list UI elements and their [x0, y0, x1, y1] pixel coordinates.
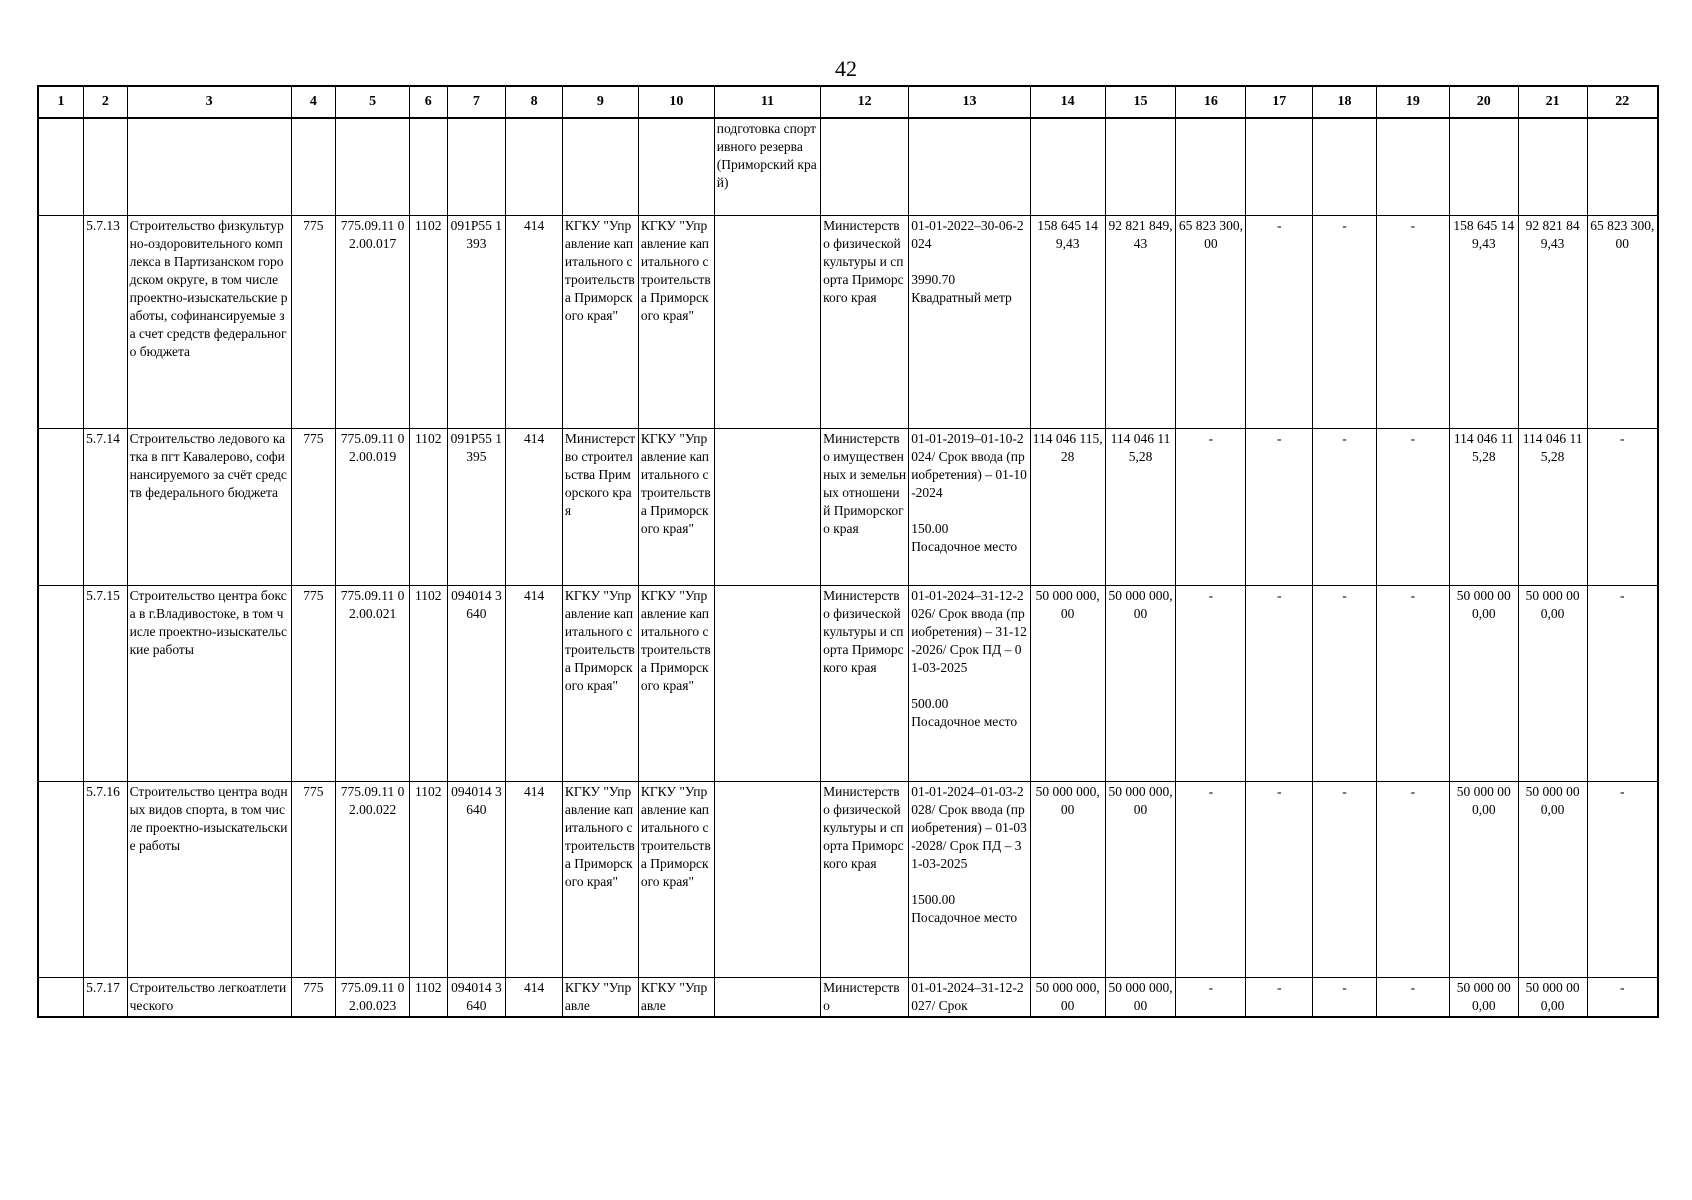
- table-cell-col10: КГКУ "Управление капитального строительства Приморского края": [638, 215, 714, 428]
- table-cell-col4: 775: [291, 585, 336, 781]
- table-cell-col10: КГКУ "Управление капитального строительства Приморского края": [638, 585, 714, 781]
- table-cell-col15: 50 000 000,00: [1105, 585, 1176, 781]
- table-cell-col22: -: [1587, 428, 1658, 585]
- table-cell-col8: 414: [506, 781, 563, 977]
- table-cell-col22: -: [1587, 781, 1658, 977]
- column-header-3: 3: [127, 86, 291, 118]
- table-cell-col11: [714, 585, 820, 781]
- column-header-18: 18: [1313, 86, 1377, 118]
- column-header-4: 4: [291, 86, 336, 118]
- column-header-6: 6: [410, 86, 447, 118]
- table-cell-col6: 1102: [410, 977, 447, 1017]
- table-cell-col2: 5.7.16: [84, 781, 128, 977]
- table-cell-col12: [821, 118, 909, 215]
- table-cell-col12: Министерство физической культуры и спорта Приморского края: [821, 215, 909, 428]
- table-cell-col12: Министерство физической культуры и спорта Приморского края: [821, 585, 909, 781]
- table-cell-col1: [38, 781, 84, 977]
- table-cell-col9: КГКУ "Управле: [562, 977, 638, 1017]
- table-cell-col6: 1102: [410, 215, 447, 428]
- table-cell-col15: 50 000 000,00: [1105, 977, 1176, 1017]
- table-cell-col2: 5.7.15: [84, 585, 128, 781]
- table-cell-col12: Министерство имущественных и земельных отношений Приморского края: [821, 428, 909, 585]
- table-cell-col17: -: [1246, 428, 1313, 585]
- table-cell-col12: Министерство: [821, 977, 909, 1017]
- table-cell-col17: -: [1246, 585, 1313, 781]
- table-cell-col11: [714, 977, 820, 1017]
- table-cell-col19: -: [1376, 585, 1449, 781]
- table-cell-col9: [562, 118, 638, 215]
- table-cell-col22: -: [1587, 977, 1658, 1017]
- table-cell-col17: [1246, 118, 1313, 215]
- table-cell-col8: 414: [506, 977, 563, 1017]
- page-number: 42: [835, 56, 857, 81]
- table-cell-col6: 1102: [410, 585, 447, 781]
- table-cell-col1: [38, 428, 84, 585]
- table-cell-col13: [909, 118, 1031, 215]
- table-cell-col11: [714, 781, 820, 977]
- table-cell-col7: 094014 3640: [447, 585, 506, 781]
- table-cell-col15: [1105, 118, 1176, 215]
- table-cell-col21: 50 000 000,00: [1518, 977, 1587, 1017]
- table-cell-col13: 01-01-2024–31-12-2027/ Срок: [909, 977, 1031, 1017]
- column-header-17: 17: [1246, 86, 1313, 118]
- table-cell-col12: Министерство физической культуры и спорта Приморского края: [821, 781, 909, 977]
- table-cell-col9: Министерство строительства Приморского края: [562, 428, 638, 585]
- table-row: [38, 585, 1658, 781]
- column-header-19: 19: [1376, 86, 1449, 118]
- column-header-14: 14: [1030, 86, 1105, 118]
- column-header-9: 9: [562, 86, 638, 118]
- table-cell-col13: 01-01-2019–01-10-2024/ Срок ввода (приобретения) – 01-10-2024 150.00 Посадочное место: [909, 428, 1031, 585]
- table-cell-col9: КГКУ "Управление капитального строительства Приморского края": [562, 585, 638, 781]
- column-header-12: 12: [821, 86, 909, 118]
- budget-table: [37, 85, 1659, 1018]
- table-cell-col1: [38, 215, 84, 428]
- table-cell-col16: 65 823 300,00: [1176, 215, 1246, 428]
- table-cell-col7: 091P55 1393: [447, 215, 506, 428]
- table-cell-col8: 414: [506, 428, 563, 585]
- table-cell-col5: 775.09.11 02.00.019: [336, 428, 410, 585]
- column-header-7: 7: [447, 86, 506, 118]
- table-cell-col20: 50 000 000,00: [1449, 585, 1518, 781]
- table-cell-col5: 775.09.11 02.00.021: [336, 585, 410, 781]
- table-cell-col19: [1376, 118, 1449, 215]
- table-cell-col3: Строительство ледового катка в пгт Кавалерово, софинансируемого за счёт средств федерального бюджета: [127, 428, 291, 585]
- table-cell-col1: [38, 118, 84, 215]
- table-cell-col16: -: [1176, 585, 1246, 781]
- table-cell-col2: 5.7.17: [84, 977, 128, 1017]
- table-cell-col10: КГКУ "Управление капитального строительства Приморского края": [638, 428, 714, 585]
- table-cell-col19: -: [1376, 977, 1449, 1017]
- table-cell-col4: [291, 118, 336, 215]
- table-cell-col13: 01-01-2022–30-06-2024 3990.70 Квадратный метр: [909, 215, 1031, 428]
- table-cell-col21: 92 821 849,43: [1518, 215, 1587, 428]
- table-body: [38, 118, 1658, 1017]
- table-cell-col18: -: [1313, 977, 1377, 1017]
- table-cell-col6: [410, 118, 447, 215]
- table-cell-col9: КГКУ "Управление капитального строительства Приморского края": [562, 215, 638, 428]
- table-cell-col16: -: [1176, 977, 1246, 1017]
- table-cell-col6: 1102: [410, 781, 447, 977]
- column-header-20: 20: [1449, 86, 1518, 118]
- table-cell-col20: 114 046 115,28: [1449, 428, 1518, 585]
- table-cell-col20: [1449, 118, 1518, 215]
- table-row: [38, 781, 1658, 977]
- column-header-8: 8: [506, 86, 563, 118]
- column-header-15: 15: [1105, 86, 1176, 118]
- table-cell-col7: [447, 118, 506, 215]
- table-cell-col1: [38, 585, 84, 781]
- column-header-22: 22: [1587, 86, 1658, 118]
- table-cell-col15: 114 046 115,28: [1105, 428, 1176, 585]
- table-cell-col16: [1176, 118, 1246, 215]
- table-cell-col13: 01-01-2024–31-12-2026/ Срок ввода (приобретения) – 31-12-2026/ Срок ПД – 01-03-2025 500.00 Посадочное место: [909, 585, 1031, 781]
- table-row: [38, 215, 1658, 428]
- table-cell-col14: 50 000 000,00: [1030, 585, 1105, 781]
- table-cell-col18: [1313, 118, 1377, 215]
- table-cell-col11: [714, 428, 820, 585]
- table-cell-col16: -: [1176, 428, 1246, 585]
- table-cell-col10: КГКУ "Управление капитального строительства Приморского края": [638, 781, 714, 977]
- table-cell-col17: -: [1246, 781, 1313, 977]
- table-cell-col9: КГКУ "Управление капитального строительства Приморского края": [562, 781, 638, 977]
- table-cell-col3: Строительство физкультурно-оздоровительного комплекса в Партизанском городском округе, в том числе проектно-изыскательские работы, софинансируемые за счет средств федерального бюджета: [127, 215, 291, 428]
- table-cell-col16: -: [1176, 781, 1246, 977]
- table-cell-col4: 775: [291, 781, 336, 977]
- column-header-13: 13: [909, 86, 1031, 118]
- table-cell-col18: -: [1313, 428, 1377, 585]
- table-row: [38, 428, 1658, 585]
- table-cell-col5: 775.09.11 02.00.023: [336, 977, 410, 1017]
- table-cell-col21: 50 000 000,00: [1518, 781, 1587, 977]
- table-cell-col21: 114 046 115,28: [1518, 428, 1587, 585]
- table-cell-col17: -: [1246, 215, 1313, 428]
- table-cell-col7: 094014 3640: [447, 977, 506, 1017]
- column-header-5: 5: [336, 86, 410, 118]
- table-cell-col21: [1518, 118, 1587, 215]
- table-cell-col17: -: [1246, 977, 1313, 1017]
- column-header-21: 21: [1518, 86, 1587, 118]
- table-cell-col22: -: [1587, 585, 1658, 781]
- table-cell-col3: Строительство центра водных видов спорта, в том числе проектно-изыскательские работы: [127, 781, 291, 977]
- table-cell-col13: 01-01-2024–01-03-2028/ Срок ввода (приобретения) – 01-03-2028/ Срок ПД – 31-03-2025 1500.00 Посадочное место: [909, 781, 1031, 977]
- table-cell-col14: 50 000 000,00: [1030, 977, 1105, 1017]
- column-header-2: 2: [84, 86, 128, 118]
- column-header-11: 11: [714, 86, 820, 118]
- table-cell-col20: 158 645 149,43: [1449, 215, 1518, 428]
- table-cell-col20: 50 000 000,00: [1449, 977, 1518, 1017]
- table-cell-col18: -: [1313, 585, 1377, 781]
- table-cell-col15: 92 821 849,43: [1105, 215, 1176, 428]
- table-cell-col18: -: [1313, 781, 1377, 977]
- table-cell-col3: [127, 118, 291, 215]
- table-cell-col5: 775.09.11 02.00.022: [336, 781, 410, 977]
- table-cell-col18: -: [1313, 215, 1377, 428]
- table-cell-col19: -: [1376, 215, 1449, 428]
- table-cell-col8: [506, 118, 563, 215]
- table-cell-col8: 414: [506, 215, 563, 428]
- table-cell-col14: 50 000 000,00: [1030, 781, 1105, 977]
- table-cell-col3: Строительство центра бокса в г.Владивостоке, в том числе проектно-изыскательские работы: [127, 585, 291, 781]
- table-row: [38, 118, 1658, 215]
- table-cell-col19: -: [1376, 781, 1449, 977]
- table-cell-col14: 114 046 115,28: [1030, 428, 1105, 585]
- column-header-16: 16: [1176, 86, 1246, 118]
- table-cell-col21: 50 000 000,00: [1518, 585, 1587, 781]
- table-cell-col6: 1102: [410, 428, 447, 585]
- table-cell-col11: подготовка спортивного резерва (Приморский край): [714, 118, 820, 215]
- header-row: [38, 86, 1658, 118]
- table-cell-col19: -: [1376, 428, 1449, 585]
- table-cell-col11: [714, 215, 820, 428]
- table-cell-col2: 5.7.13: [84, 215, 128, 428]
- column-header-1: 1: [38, 86, 84, 118]
- table-cell-col1: [38, 977, 84, 1017]
- table-cell-col10: [638, 118, 714, 215]
- table-cell-col14: 158 645 149,43: [1030, 215, 1105, 428]
- table-cell-col3: Строительство легкоатлетического: [127, 977, 291, 1017]
- table-cell-col8: 414: [506, 585, 563, 781]
- table-cell-col14: [1030, 118, 1105, 215]
- table-cell-col22: [1587, 118, 1658, 215]
- table-cell-col2: 5.7.14: [84, 428, 128, 585]
- table-cell-col4: 775: [291, 428, 336, 585]
- table-cell-col20: 50 000 000,00: [1449, 781, 1518, 977]
- table-cell-col10: КГКУ "Управле: [638, 977, 714, 1017]
- table-cell-col7: 094014 3640: [447, 781, 506, 977]
- table-row: [38, 977, 1658, 1017]
- table-cell-col15: 50 000 000,00: [1105, 781, 1176, 977]
- table-cell-col5: 775.09.11 02.00.017: [336, 215, 410, 428]
- table-cell-col4: 775: [291, 215, 336, 428]
- table-cell-col5: [336, 118, 410, 215]
- table-cell-col22: 65 823 300,00: [1587, 215, 1658, 428]
- table-cell-col2: [84, 118, 128, 215]
- table-cell-col4: 775: [291, 977, 336, 1017]
- table-cell-col7: 091P55 1395: [447, 428, 506, 585]
- column-header-10: 10: [638, 86, 714, 118]
